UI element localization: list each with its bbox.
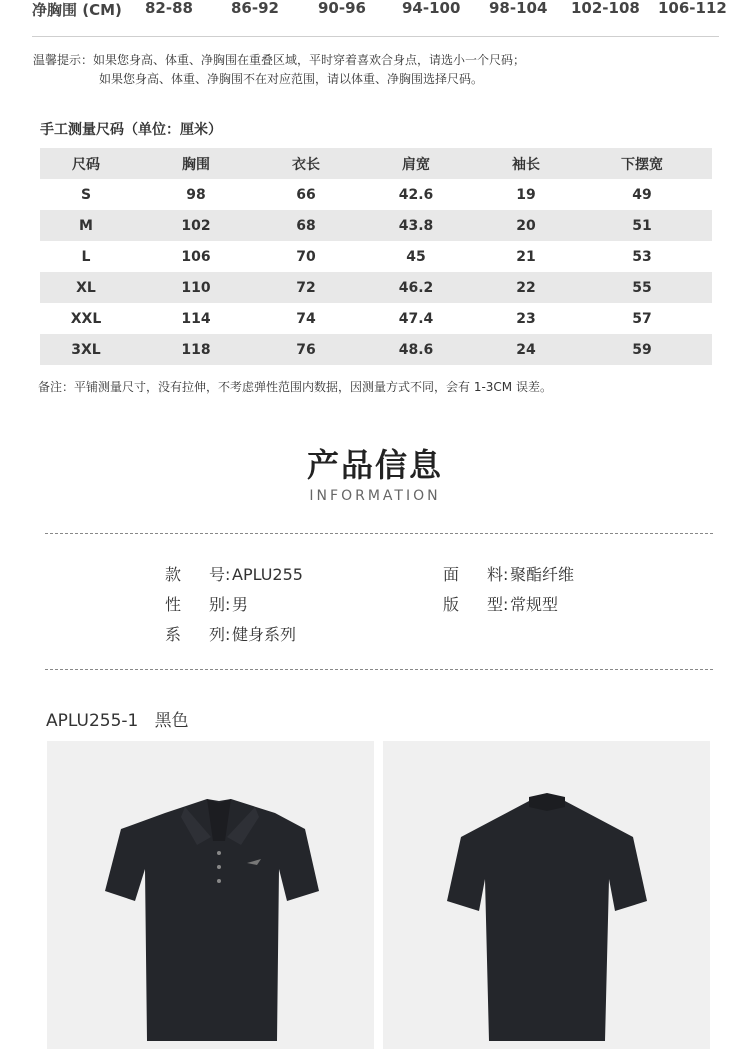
attribute-value: 常规型	[510, 595, 559, 614]
table-cell: 74	[296, 310, 316, 327]
chest-size-row	[0, 0, 750, 22]
table-cell: 70	[296, 248, 316, 265]
attribute-key: 版	[443, 595, 460, 614]
size-tip-line-1: 温馨提示：如果您身高、体重、净胸围在重叠区域，平时穿着喜欢合身点，请选小一个尺码；	[33, 53, 526, 67]
attribute-value: 男	[232, 595, 249, 614]
attribute-value: 健身系列	[232, 625, 297, 644]
table-row	[40, 179, 712, 210]
polo-shirt-back-image	[383, 741, 710, 1049]
size-table	[40, 148, 712, 365]
table-row	[40, 272, 712, 303]
variant-label	[46, 706, 189, 731]
table-cell: 114	[181, 310, 211, 327]
table-cell: 45	[406, 248, 426, 265]
table-cell: 3XL	[71, 341, 101, 358]
chest-size-value: 82-88	[145, 0, 193, 17]
header-cell: 袖长	[512, 156, 540, 173]
table-cell: 68	[296, 217, 316, 234]
table-cell: XL	[76, 279, 96, 296]
chest-size-value: 94-100	[402, 0, 461, 17]
chest-size-label: 净胸围 (CM)	[32, 1, 122, 19]
attribute-key: 系	[165, 625, 182, 644]
attribute-key: 料:	[487, 565, 509, 584]
table-cell: 59	[632, 341, 652, 358]
size-tip-line-2: 如果您身高、体重、净胸围不在对应范围，请以体重、净胸围选择尺码。	[99, 72, 484, 86]
table-cell: 46.2	[398, 279, 434, 296]
table-row	[40, 334, 712, 365]
attribute-key: 面	[443, 565, 460, 584]
table-cell: 42.6	[398, 186, 434, 203]
table-cell: 106	[181, 248, 211, 265]
attribute-key: 型:	[487, 595, 509, 614]
header-cell: 胸围	[182, 156, 210, 173]
table-cell: 24	[516, 341, 536, 358]
attribute-fit	[443, 592, 558, 615]
attribute-key: 款	[165, 565, 182, 584]
table-cell: 76	[296, 341, 316, 358]
table-cell: 102	[181, 217, 211, 234]
product-photo-back	[383, 741, 710, 1049]
table-row	[40, 303, 712, 334]
chest-size-value: 102-108	[571, 0, 640, 17]
size-table-header-row	[40, 148, 712, 179]
table-row	[40, 241, 712, 272]
chest-size-value: 98-104	[489, 0, 548, 17]
header-cell: 衣长	[292, 156, 320, 173]
table-cell: 20	[516, 217, 536, 234]
chest-size-value: 106-112	[658, 0, 727, 17]
table-cell: M	[79, 217, 93, 234]
table-cell: 22	[516, 279, 536, 296]
chest-size-value: 90-96	[318, 0, 366, 17]
attribute-value: APLU255	[232, 565, 303, 584]
table-cell: 53	[632, 248, 652, 265]
attribute-gender	[165, 592, 248, 615]
table-cell: 51	[632, 217, 652, 234]
table-cell: S	[80, 186, 92, 203]
table-cell: 118	[181, 341, 211, 358]
table-cell: 48.6	[398, 341, 434, 358]
table-cell: 110	[181, 279, 211, 296]
table-cell: 66	[296, 186, 316, 203]
measure-table-title: 手工测量尺码（单位：厘米）	[40, 122, 222, 138]
table-cell: L	[81, 248, 91, 265]
attribute-key: 号:	[209, 565, 231, 584]
table-cell: 72	[296, 279, 316, 296]
table-cell: 43.8	[398, 217, 434, 234]
divider	[32, 36, 719, 37]
attribute-value: 聚酯纤维	[510, 565, 575, 584]
product-photo-front	[47, 741, 374, 1049]
table-cell: 49	[632, 186, 652, 203]
attribute-fabric	[443, 562, 574, 585]
header-cell: 尺码	[72, 156, 100, 173]
attribute-key: 别:	[209, 595, 231, 614]
section-subtitle: INFORMATION	[309, 488, 441, 504]
dashed-divider	[45, 669, 713, 670]
table-cell: 98	[186, 186, 206, 203]
table-cell: 23	[516, 310, 536, 327]
polo-shirt-front-image	[47, 741, 374, 1049]
table-cell: 19	[516, 186, 536, 203]
header-cell: 肩宽	[402, 156, 430, 173]
attribute-series	[165, 622, 296, 645]
table-cell: 55	[632, 279, 652, 296]
table-cell: 57	[632, 310, 652, 327]
dashed-divider	[45, 533, 713, 534]
variant-code: APLU255-1	[46, 711, 139, 731]
measurement-note: 备注：平铺测量尺寸，没有拉伸，不考虑弹性范围内数据，因测量方式不同，会有 1-3CM 误差。	[38, 380, 552, 394]
attribute-key: 性	[165, 595, 182, 614]
header-cell: 下摆宽	[621, 156, 663, 173]
variant-color: 黑色	[154, 711, 189, 731]
table-cell: 47.4	[398, 310, 434, 327]
attribute-key: 列:	[209, 625, 231, 644]
table-cell: XXL	[70, 310, 102, 327]
attribute-style-number	[165, 562, 303, 585]
section-title: 产品信息	[306, 446, 443, 484]
table-cell: 21	[516, 248, 536, 265]
table-row	[40, 210, 712, 241]
chest-size-value: 86-92	[231, 0, 279, 17]
